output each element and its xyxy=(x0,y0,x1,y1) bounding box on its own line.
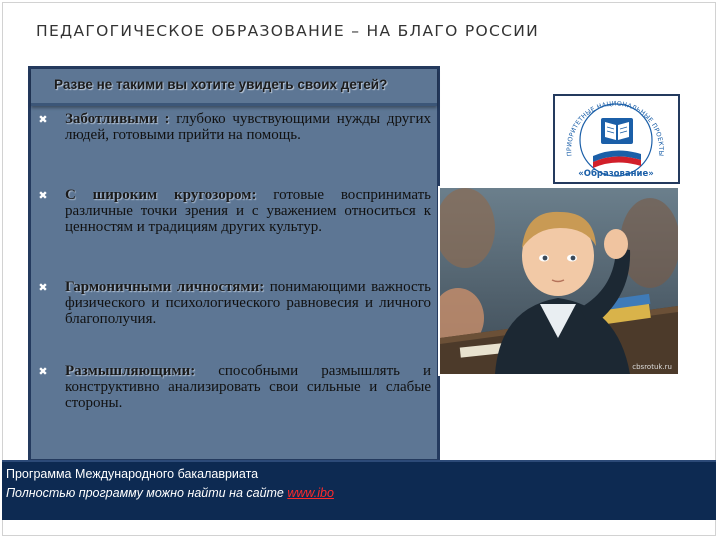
schoolboy-photo-icon xyxy=(440,188,678,374)
bullet-list xyxy=(31,69,437,459)
bullet-term: С широким кругозором: xyxy=(65,187,257,203)
photo-watermark: cbsrotuk.ru xyxy=(632,363,672,371)
footer-bar xyxy=(2,460,716,520)
bullet-description: глубоко чувствующими нужды других людей, готовыми прийти на помощь. xyxy=(65,111,431,143)
bullet-x-icon: ✖ xyxy=(38,189,48,202)
bullet-term: Заботливыми : xyxy=(65,111,170,127)
bullet-item-balanced xyxy=(65,279,431,327)
bullet-item-caring xyxy=(65,111,431,143)
bullet-x-icon: ✖ xyxy=(38,113,48,126)
bullet-x-icon: ✖ xyxy=(38,365,48,378)
bullet-x-icon: ✖ xyxy=(38,281,48,294)
education-logo-icon xyxy=(555,96,678,182)
bullet-item-reflective xyxy=(65,363,431,411)
content-panel xyxy=(28,66,440,462)
footer-site-note xyxy=(6,486,334,500)
ibo-link[interactable]: www.ibo xyxy=(287,486,334,500)
bullet-term: Размышляющими: xyxy=(65,363,196,379)
bullet-description: способными размышлять и конструктивно анализировать свои сильные и слабые стороны. xyxy=(65,363,431,411)
logo-arc-text: ПРИОРИТЕТНЫЕ НАЦИОНАЛЬНЫЕ ПРОЕКТЫ xyxy=(566,100,665,157)
national-project-logo xyxy=(553,94,680,184)
bullet-description: понимающими важность физического и психологического равновесия и личного благополучия. xyxy=(65,279,432,327)
footer-program-title: Программа Международного бакалавриата xyxy=(6,467,259,481)
classroom-photo xyxy=(438,186,680,376)
bullet-description: готовые воспринимать различные точки зрения и с уважением относиться к ценностям и традициям других культур. xyxy=(65,187,432,235)
logo-caption: «Образование» xyxy=(578,169,654,179)
bullet-term: Гармоничными личностями: xyxy=(65,279,265,295)
slide-title: ПЕДАГОГИЧЕСКОЕ ОБРАЗОВАНИЕ – НА БЛАГО РОССИИ xyxy=(36,22,540,40)
panel-heading: Разве не такими вы хотите увидеть своих детей? xyxy=(54,77,388,92)
footer-site-text: Полностью программу можно найти на сайте xyxy=(6,486,288,500)
bullet-item-broad-minded xyxy=(65,187,431,235)
